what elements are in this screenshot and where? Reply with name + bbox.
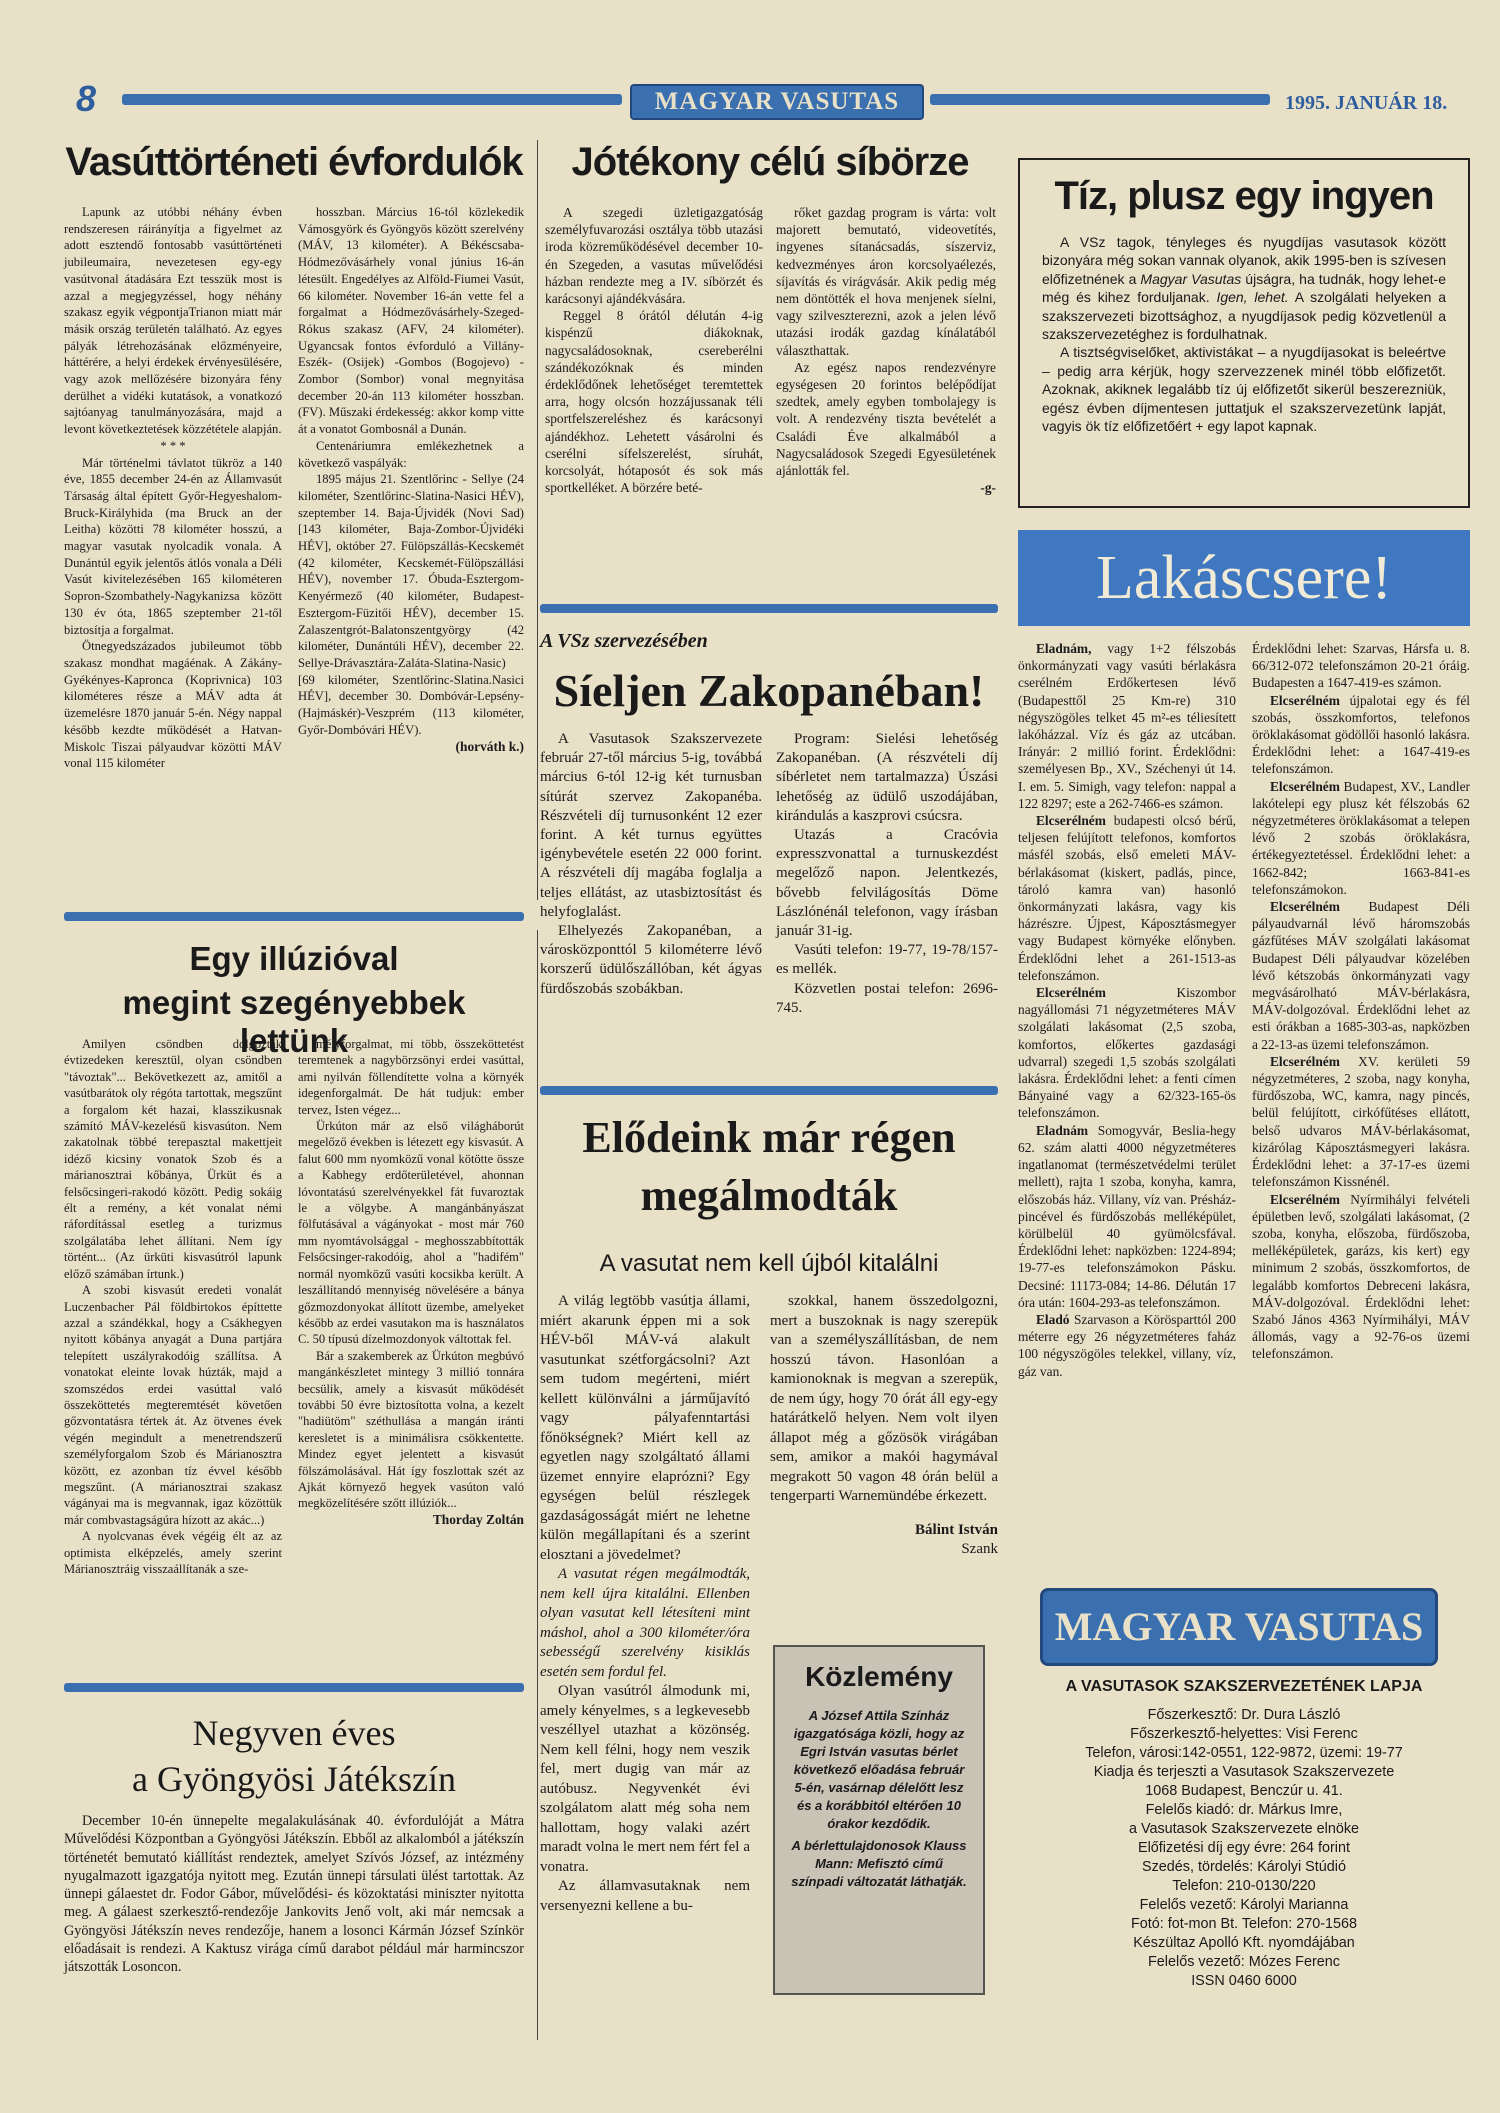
kozlemeny-box: [773, 1645, 985, 1995]
impresszum-logo: MAGYAR VASUTAS: [1040, 1588, 1438, 1666]
elodeink-subtitle: A vasutat nem kell újból kitalálni: [599, 1250, 939, 1277]
masthead: MAGYAR VASUTAS: [630, 84, 924, 120]
siborze-col1: A szegedi üzletigazgatóság személyfuvarozási osztálya több utazási iroda közreműködésével december 10-én Szegeden, a vasutas művelődési házban rendezte meg a IV. síbörzét és karácsonyi ajándékvására. Reggel 8 órától délután 4-ig kispénzű diákoknak, nagycsaládosoknak, csereberélni szándékozóknak és minden érdeklődőnek lehetőséget teremtettek arra, hogy olcsón hozzájussanak téli sportfelszereléshez és karácsonyi ajándékhoz. Lehetett vásárolni és cserélni sífelszerelést, síruhát, korcsolyát, hótaposót és sok más sportkelléket. A börzére beté-: [545, 205, 763, 496]
column-rule-2: [537, 930, 538, 2040]
zakopane-kicker: A VSz szervezésében: [540, 630, 708, 652]
elodeink-signature-place: Szank: [961, 1541, 998, 1557]
jatekszin-title-1: Negyven éves: [192, 1713, 396, 1753]
elodeink-col2: szokkal, hanem összedolgozni, mert a buszoknak is nagy szerepük van a személyszállításban, de nem hosszú távon. Hasonlóan a kamionoknak is megvan a szerepük, de nem úgy, hogy 70 órát áll egy-egy határátkelő helyen. Nem volt ilyen állapot még a gőzösök virágában sem, amikor a makói hagymával megrakott 50 vagon 48 órán belül a tengerparti Warnemündébe érkezett. Bálint István Szank: [770, 1292, 998, 1560]
elodeink-signature-name: Bálint István: [915, 1521, 998, 1538]
illuzio-title-1: Egy illúzióval: [189, 940, 399, 977]
illuzio-rule: [64, 912, 524, 921]
zakopane-col1: A Vasutasok Szakszervezete február 27-től március 5-ig, továbbá március 6-tól 12-ig két turnusban sítúrát szervez Zakopanéba. Részvételi díj turnusonként 12 ezer forint. A két turnus együttes igénybevétele esetén 22 000 forint. A részvételi díj magába foglalja a teljes ellátást, az utasbiztosítást és helyfoglalást. Elhelyezés Zakopanéban, a városközponttól 5 kilométerre lévő korszerű üdülőszállóban, két ágyas fürdőszobás szobákban.: [540, 731, 762, 997]
lakascsere-col2: Érdeklődni lehet: Szarvas, Hársfa u. 8. 66/312-072 telefonszámon 20-21 óráig. Budapesten a 1647-419-es számon. Elcserélném újpalotai egy és fél szobás, összkomfortos, telefonos öröklakásomat gödöllői hasonló lakásra. Érdeklődni lehet: a 1647-419-es telefonszámon. Elcserélném Budapest, XV., Landler lakótelepi egy plusz két félszobás 62 négyzetméteres öröklakásomat a telepen lévő 2 szobás öröklakásra, értékegyeztetéssel. Érdeklődni lehet: a 1662-842; 1663-841-es telefonszámokon. Elcserélném Budapest Déli pályaudvarnál lévő háromszobás gázfűtéses MÁV szolgálati lakásomat Budapest Déli pályaudvar közelében lévő kétszobás önkormányzati vagy megvásárolható MÁV-bérlakásra, MÁV-dolgozóval. Érdeklődni lehet az esti órákban a 1685-303-as, napközben a 22-13-as üzemi telefonszámon. Elcserélném XV. kerületi 59 négyzetméteres, 2 szoba, nagy konyha, fürdőszoba, WC, kamra, nagy pincés, belül felújított, cirkófűtéses ellátott, belső udvaros MÁV-bérlakásomat, kizárólag Káposztásmegyeri lakásra. Érdeklődni lehet: a 37-17-es üzemi telefonszámon Kissnénél. Elcserélném Nyírmihályi felvételi épületben levő, szolgálati lakásomat, (2 szoba, konyha, előszoba, fürdőszoba, melléképületek, garázs, kis kert) egy minimum 2 szobás, összkomfortos, de legalább komfortos Debreceni lakásra, MÁV-dolgozóval. Érdeklődni lehet: Szabó János 4363 Nyírmihályi, MÁV állomás, vagy a 92-76-os üzemi telefonszámon.: [1252, 641, 1470, 1362]
evfordulok-col1: Lapunk az utóbbi néhány évben rendszeresen ráirányítja a figyelmet az adott esztendő fontosabb vasúttörténeti jubileumaira, nevezetesen egy-egy vasútvonal átadására Ezt tesszük most is azzal a megjegyzéssel, hogy néhány szakasz egyik végpontjaTrianon miatt már másik ország területén található. Az egyes pályák létrehozásának előzményeire, háttérére, a helyi érdekek érvényesülésére, vagy azok mellőzésére bizonyára fény derülhet a vidéki kutatások, a vonatkozó sajtóanyag tanulmányozására, majd a levont következtetések közzététele alapján. * * * Már történelmi távlatot tükröz a 140 éve, 1855 december 24-én az Államvasút Társaság által épített Győr-Hegyeshalom-Bruck-Királyhida (ma Bruck an der Leitha) közötti 78 kilométer hosszú, a magyar vasutak nyolcadik vonala. A Dunántúl egyik jelentős átlós vonala a Déli Vasút kivitelezésében 165 kilométeren Sopron-Szombathely-Nagykanizsa között 130 év óta, 1865 szeptember 21-től biztosítja a forgalmat. Ötnegyedszázados jubileumot több szakasz mondhat magáénak. A Zákány-Gyékényes-Kapronca (Koprivnica) 103 kilométeres része a MÁV adta át üzemelésre 1870 január 5-én. Négy nappal később kezdte működését a Hatvan-Miskolc Tiszai pályaudvar közötti MÁV vonal 115 kilométer: [64, 205, 282, 771]
siborze-title: Jótékony célú síbörze: [571, 140, 969, 184]
header-rule-right: [930, 94, 1270, 105]
zakopane-title: Síeljen Zakopanéban!: [553, 665, 985, 716]
kozlemeny-text-2: A bérlettulajdonosok Klauss Mann: Mefisztó című színpadi változatát láthatják.: [791, 1838, 967, 1889]
evfordulok-title: Vasúttörténeti évfordulók: [65, 140, 523, 184]
kozlemeny-text-1: A József Attila Színház igazgatósága közli, hogy az Egri István vasutas bérlet következő előadása február 5-én, vasárnap délelőtt lesz és a korábbitól eltérően 10 órakor kezdődik.: [793, 1708, 965, 1831]
issue-date: 1995. JANUÁR 18.: [1285, 92, 1448, 114]
elodeink-col1: A világ legtöbb vasútja állami, miért akarunk éppen mi a sok HÉV-ből MÁV-vá alakult vasutunkat szétforgácsolni? Azt sem tudom megérteni, miért kellett különválni a járműjavító vagy pályafenntartási főnökségnek? Miért kell az egyetlen nagy szolgáltató állami üzemet ennyire elaprózni? Egy egységen belül részlegek gazdaságosságát miért ne lehetne külön megállapítani és a szerint elosztani a jövedelmet? A vasutat régen megálmodták, nem kell újra kitalálni. Ellenben olyan vasutat kell létesíteni mint máshol, ahol a 300 kilométer/óra sebességű szerelvény kisiklás esetén sem fordul fel. Olyan vasútról álmodunk mi, amely kényelmes, s a legkevesebb veszéllyel utazhat a közönség. Nem kell félni, hogy nem veszik fel, mert dugig van már az autóbusz. Negyvenkét évi szolgálatom alatt még soha nem hallottam, hogy valaki azért maradt volna le mert nem fért fel a vonatra. Az államvasutaknak nem versenyezni kellene a bu-: [540, 1293, 750, 1914]
evfordulok-col2: hosszban. Március 16-tól közlekedik Vámosgyörk és Gyöngyös között szerelvény (MÁV, 13 kilométer). A Békéscsaba-Hódmezővásárhely vonal június 16-án létesült. Engedélyes az Alföld-Fiumei Vasút, 66 kilométer. November 16-án vette fel a forgalmat a Hódmezővásárhely-Szeged-Rókus szakasz (AFV, 24 kilométer). Ugyancsak fontos évforduló a Villány-Eszék- (Osijek) -Gombos (Bogojevo) - Zombor (Sombor) vonal megnyitása december 20-án 113 kilométer hosszban. (FV). Műszaki érdekesség: akkor komp vitte át a vonatot Gombosnál a Dunán. Centenáriumra emlékezhetnek a következő vaspályák: 1895 május 21. Szentlőrinc - Sellye (24 kilométer, Szentlőrinc-Slatina-Nasici HÉV), szeptember 14. Baja-Újvidék (Novi Sad) [143 kilométer, Baja-Zombor-Újvidéki HÉV], október 27. Fülöpszállás-Kecskemét (42 kilométer, Kecskemét-Fülöpszállási HÉV), november 17. Óbuda-Esztergom-Kenyérmező (40 kilométer, Budapest-Esztergom-Füzitői HÉV), december 15. Zalaszentgrót-Balatonszentgyörgy (42 kilométer, Dunántúli HÉV), december 22. Sellye-Drávasztára-Zaláta-Slatina-Nasic) [69 kilométer, Szentlőrinc-Slatina.Nasici HÉV], december 30. Dombóvár-Lepsény-(Hajmáskér)-Veszprém (113 kilométer, Győr-Dombóvári HÉV). (horváth k.): [298, 205, 524, 754]
siborze-col2: rőket gazdag program is várta: volt majorett bemutató, videovetítés, ingyenes sítanácsadás, síszerviz, kedvezményes áron korcsolyaélezés, síjavítás és virágvásár. Akik pedig még nem döntötték el hova menjenek síelni, vagy szilveszterezni, azok a jelen lévő utazási irodák gazdag kínálatából választhattak. Az egész napos rendezvényre egységesen 20 forintos belépődíjat szedtek, amely egyben tombolajegy is volt. A rendezvény tiszta bevételét a Családi Éve alkalmából a Nagycsaládosok Szegedi Egyesületének ajánlották fel. -g-: [776, 205, 996, 496]
zakopane-col2: Program: Sielési lehetőség Zakopanéban. (A részvételi díj síbérletet nem tartalmazza) Úszási lehetőség az üdülő uszodájában, kirándulás a kaszprovi csúcsra. Utazás a Cracóvia expresszvonattal a turnuskezdést megelőző napon. Jelentkezés, bővebb felvilágosítás Döme Lászlónénál telefonon, vagy írásban január 31-ig. Vasúti telefon: 19-77, 19-78/157-es mellék. Közvetlen postai telefon: 2696-745.: [776, 731, 998, 1016]
illuzio-col1: Amilyen csöndben dolgoztak évtizedeken keresztül, olyan csöndben "távoztak"... Bekövetkezett az, amitől a vasútbarátok oly régóta tartottak, megszűnt a forgalom két hazai, klasszikusnak számító MÁV-kezelésű kisvasúton. Nem zakatolnak többé terepasztal makettjeit idéző kicsiny vonatok Szob és a márianosztrai kőbánya, Ürküt és a felsőcsingeri-rakodó között. Pedig sokáig élt a remény, a két vonalat némi ráfordítással esetleg a turizmus szolgálatába lehet állítani. Nem így történt... (Az ürküti kisvasútról lapunk előző számában írtunk.) A szobi kisvasút eredeti vonalát Luczenbacher Pál földbirtokos építtette azzal a szándékkal, hogy a Csákhegyen nyitott kőbánya anyagát a Duna partjára telepített uszályrakodóig szállítsa. A vonatokat eleinte lovak húzták, majd a szomszédos erdei vasúttal való összeköttetés megteremtését követően gőzvontatásra tértek át. Az ötvenes évek végén megindult a menetrendszerű személyforgalom Szob és Márianosztra között, ez azonban tíz évvel később megszűnt. (A márianosztrai szakasz vágányai ma is megvannak, igaz közöttük már combvastagságúra hízott az akác...) A nyolcvanas évek végéig élt az az optimista elképzelés, amely szerint Márianosztráig visszaállítanák a sze-: [64, 1037, 282, 1576]
evfordulok-signature: (horváth k.): [455, 738, 524, 754]
ingyen-title: Tíz, plusz egy ingyen: [1054, 174, 1434, 218]
page-number: 8: [76, 78, 96, 119]
ingyen-box: Tíz, plusz egy ingyen A VSz tagok, tényleges és nyugdíjas vasutasok között bizonyára még sokan vannak olyanok, akik 1995-ben is szívesen előfizetnének a Magyar Vasutas újságra, ha tudnák, hogy lehet-e még és kihez forduljanak. Igen, lehet. A szolgálati helyeken a szakszervezeti bizottsághoz, a nyugdíjasok pedig közvetlenül a szakszervezetéghez is fordulhatnak. A tisztségviselőket, aktivistákat – a nyugdíjasokat is beleértve – pedig arra kérjük, hogy szervezzenek minél több előfizetőt. Azoknak, akiknek legalább tíz új előfizetőt sikerül beszerezniük, egész évben díjmentesen juttatjuk el szakszervezetünk lapját, vagyis ök tíz előfizetőért + egy lapot kapnak.: [1018, 158, 1470, 508]
jatekszin-title-2: a Gyöngyösi Játékszín: [132, 1759, 456, 1799]
impresszum-lines: Főszerkesztő: Dr. Dura László Főszerkesztő-helyettes: Visi Ferenc Telefon, városi:142-0551, 122-9872, üzemi: 19-77 Kiadja és terjeszti a Vasutasok Szakszervezete 1068 Budapest, Benczúr u. 41. Felelős kiadó: dr. Márkus Imre, a Vasutasok Szakszervezete elnöke Előfizetési díj egy évre: 264 forint Szedés, tördelés: Károlyi Stúdió Telefon: 210-0130/220 Felelős vezető: Károlyi Marianna Fotó: fot-mon Bt. Telefon: 270-1568 Készültaz Apolló Kft. nyomdájában Felelős vezető: Mózes Ferenc ISSN 0460 6000: [1085, 1707, 1403, 1989]
kozlemeny-title: Közlemény: [805, 1661, 953, 1692]
impresszum-subtitle: A VASUTASOK SZAKSZERVEZETÉNEK LAPJA: [1065, 1678, 1423, 1695]
illuzio-title-2: megint szegényebbek lettünk: [122, 984, 466, 1059]
jatekszin-text: December 10-én ünnepelte megalakulásának 40. évfordulóját a Mátra Művelődési Központban a Gyöngyösi Játékszín. Ebből az alkalomból a játékszín történetét bemutató kiállítást rendeztek, amelyet Szívós József, az intézmény nyugalmazott igazgatója nyitott meg. Ezután ünnepi társulati ülést tartottak. Az ünnepi gálaestet dr. Fodor Gábor, művelődési- és közoktatási miniszter nyitotta meg. A gálaest szerkesztő-rendezője Jankovits Jenő volt, aki már nemcsak a Gyöngyösi Játékszín neves rendezője, hanem a losonci Kármán József Színkör előadásait is rendezi. A Kaktusz virága című darabot például már harmincszor játszották Losoncon.: [64, 1813, 524, 1976]
lakascsere-banner: Lakáscsere!: [1018, 530, 1470, 626]
siborze-signature: -g-: [980, 480, 996, 496]
zakopane-rule: [540, 604, 998, 613]
illuzio-col2: mélyforgalmat, mi több, összeköttetést teremtenek a nagybörzsönyi erdei vasúttal, ami nyilván föllendítette volna a környék idegenforgalmát. De hát tudjuk: ember tervez, Isten végez... Ürkúton már az első világháborút megelőző években is létezett egy kisvasút. A falut 600 mm nyomközű vonal kötötte össze a Kabhegy erdőterületével, ahonnan lóvontatású szerelvényekkel fát fuvaroztak le a völgybe. A mangánbányászat fölfutásával a vágányokat - most már 760 mm nyomtávolsággal - meghosszabbították Felsőcsinger-rakodóig, ahol a "hadifém" normál nyomközű vasúti kocsikba került. A leszállítandó mennyiség növelésére a bánya gőzmozdonyokat állított üzembe, amelyeket később az erdei vasutakon ma is használatos C. 50 típusú dízelmozdonyok váltottak fel. Bár a szakemberek az Ürkúton megbúvó mangánkészletet mintegy 3 millió tonnára becsülik, amely a kisvasút működését további 50 évre biztosította volna, a kezelt "hadiütöm" széthullása a mangán iránti keresletet is a minimálisra csökkentette. Mindez egyet jelentett a kisvasút fölszámolásával. Hát így foszlottak szét az Ajkát környező hegyek vasúton való megközelítésére szőtt illúziók... Thorday Zoltán: [298, 1037, 524, 1527]
elodeink-title-1: Elődeink már régen: [582, 1113, 956, 1162]
lakascsere-col1: Eladnám, vagy 1+2 félszobás önkormányzati vagy vasúti bérlakásra cserélném Erdőkertesen lévő (Budapesttől 25 Km-re) 310 négyszögöles telket 45 m²-es téliesített lakóházzal. Víz és gáz az utcában. Irányár: 2 millió forint. Érdeklődni: személyesen Bp., XV., Széchenyi út 14. I. em. 5. Simigh, vagy telefon: nappal a 122 8297; este a 262-7466-es számon. Elcserélném budapesti olcsó bérű, teljesen felújított telefonos, komfortos másfél szobás, első emeleti MÁV-bérlakásomat (kiskert, padlás, pince, tároló kamra van) hasonló önkormányzati lakásra, vagy kis házrészre. Újpest, Káposztásmegyer vagy Budapest környéke előnyben. Érdeklődni lehet a 261-1513-as telefonszámon. Elcserélném Kiszombor nagyállomási 71 négyzetméteres MÁV szolgálati lakásomat (2,5 szoba, komfortos, előkertes gazdasági udvarral) szegedi 1,5 szobás szolgálati lakásra. Érdeklődni lehet: a fenti címen Bányainé vagy a 62/323-165-ös telefonszámon. Eladnám Somogyvár, Beslia-hegy 62. szám alatti 4000 négyzetméteres ingatlanomat (természetvédelmi terület mellett), rajta 1 szoba, konyha, kamra, előszobás ház. Villany, víz van. Présház-pincével és fürdőszobás melléképület, körülbelül 40 gyümölcsfával. Érdeklődni lehet: napközben: 1224-894; 19-77-es telefonszámokon Pásku. Decsiné: 11173-084; 14-86. Délután 17 óra után: 1604-293-as telefonszámon. Eladó Szarvason a Körösparttól 200 méterre egy 26 négyzetméteres faház 100 négyszögöles telekkel, villany, víz, gáz van.: [1018, 641, 1236, 1379]
elodeink-rule: [540, 1086, 998, 1095]
elodeink-title-2: megálmodták: [640, 1171, 898, 1220]
jatekszin-rule: [64, 1683, 524, 1692]
illuzio-signature: Thorday Zoltán: [432, 1511, 524, 1527]
column-rule: [537, 140, 538, 900]
header-rule-left: [122, 94, 622, 105]
